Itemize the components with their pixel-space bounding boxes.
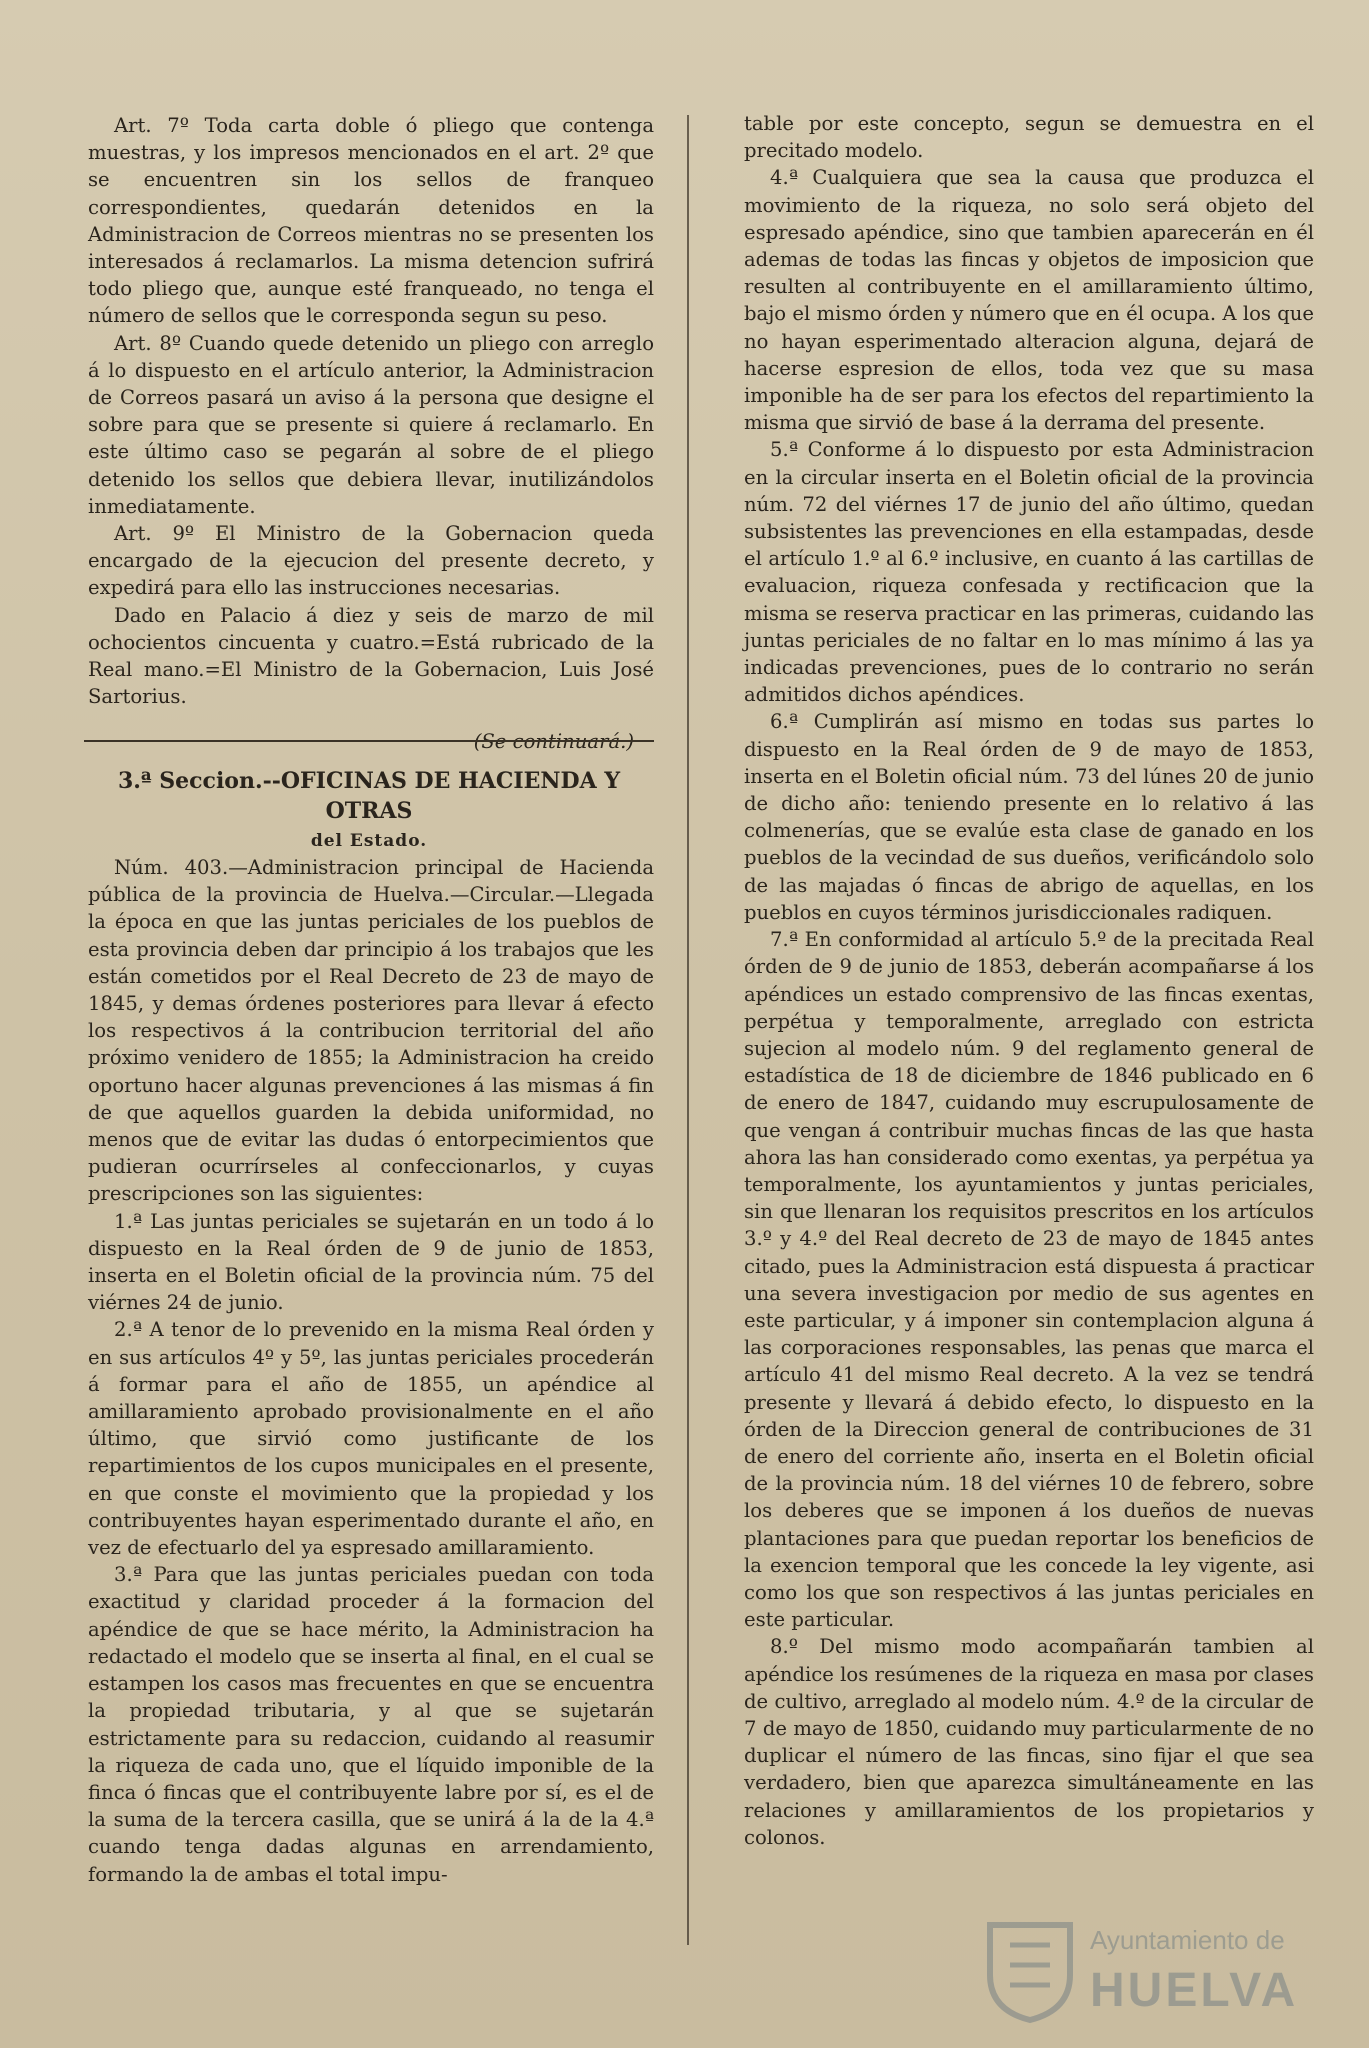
left-column-circular [88, 854, 654, 1888]
prescription-6: 6.ª Cumplirán así mismo en todas sus partes lo dispuesto en la Real órden de 9 de mayo de 1853, inserta en el Boletin oficial núm. 73 del lúnes 20 de junio de dicho año: teniendo presente en lo relativo á las colmenerías, que se evalúe esta clase de ganado en los pueblos de la vecindad de sus dueños, verificándolo solo de las majadas ó fincas de abrigo de aquellas, en los pueblos en cuyos términos jurisdiccionales radiquen. [744, 710, 1314, 924]
prescription-1: 1.ª Las juntas periciales se sujetarán en un todo á lo dispuesto en la Real órden de 9 de junio de 1853, inserta en el Boletin oficial de la provincia núm. 75 del viérnes 24 de junio. [88, 1209, 654, 1315]
ayuntamiento-watermark [980, 1915, 1310, 2025]
column-divider [687, 115, 689, 1945]
article-9: Art. 9º El Ministro de la Gobernacion queda encargado de la ejecucion del presente decreto, y expedirá para ello las instrucciones necesarias. [88, 522, 654, 600]
right-column [744, 110, 1314, 1851]
prescription-5: 5.ª Conforme á lo dispuesto por esta Administracion en la circular inserta en el Boletin oficial de la provincia núm. 72 del viérnes 17 de junio del año último, quedan subsistentes las prevenciones en ella estampadas, desde el artículo 1.º al 6.º inclusive, en cuanto á las cartillas de evaluacion, riqueza confesada y rectificacion que la misma se reserva practicar en las primeras, cuidando las juntas periciales de no faltar en lo mas mínimo á las ya indicadas prevenciones, pues de lo contrario no serán admitidos dichos apéndices. [744, 438, 1314, 707]
prescription-3: 3.ª Para que las juntas periciales puedan con toda exactitud y claridad proceder á la formacion del apéndice de que se hace mérito, la Administracion ha redactado el modelo que se inserta al final, en el cual se estampen los casos mas frecuentes en que se encuentra la propiedad tributaria, y al que se sujetarán estrictamente para su redaccion, cuidando al reasumir la riqueza de cada uno, que el líquido imponible de la finca ó fincas que el contribuyente labre por sí, es el de la suma de la tercera casilla, que se unirá á la de la 4.ª cuando tenga dadas algunas en arrendamiento, formando la de ambas el total impu- [88, 1563, 654, 1886]
prescription-8: 8.º Del mismo modo acompañarán tambien al apéndice los resúmenes de la riqueza en masa por clases de cultivo, arreglado al modelo núm. 4.º de la circular de 7 de mayo de 1850, cuidando muy particularmente de no duplicar el número de las fincas, sino fijar el que sea verdadero, bien que aparezca simultáneamente en las relaciones y amillaramientos de los propietarios y colonos. [744, 1635, 1314, 1849]
section-heading [84, 766, 654, 856]
decree-signature: Dado en Palacio á diez y seis de marzo de mil ochocientos cincuenta y cuatro.=Está rubricado de la Real mano.=El Ministro de la Gobernacion, Luis José Sartorius. [88, 603, 654, 709]
coat-of-arms-icon [980, 1915, 1080, 2025]
left-column [88, 112, 654, 756]
section-subtitle: del Estado. [310, 831, 428, 851]
prescription-3-continued: table por este concepto, segun se demuestra en el precitado modelo. [744, 112, 1314, 163]
watermark-line1: Ayuntamiento de [1090, 1925, 1285, 1955]
watermark-line2: HUELVA [1090, 1964, 1299, 2017]
prescription-7: 7.ª En conformidad al artículo 5.º de la precitada Real órden de 9 de junio de 1853, deberán acompañarse á los apéndices un estado comprensivo de las fincas exentas, perpétua y temporalmente, arreglado con estricta sujecion al modelo núm. 9 del reglamento general de estadística de 18 de diciembre de 1846 publicado en 6 de enero de 1847, cuidando muy escrupulosamente de que vengan á contribuir muchas fincas de las que hasta ahora las han considerado como exentas, ya perpétua ya temporalmente, los ayuntamientos y juntas periciales, sin que llenaran los requisitos prescritos en los artículos 3.º y 4.º del Real decreto de 23 de mayo de 1845 antes citado, pues la Administracion está dispuesta á practicar una severa investigacion por medio de sus agentes en este particular, y á imponer sin contemplacion alguna á las corporaciones responsables, las penas que marca el artículo 41 del mismo Real decreto. A la vez se tendrá presente y llevará á debido efecto, lo dispuesto en la órden de la Direccion general de contribuciones de 31 de enero del corriente año, inserta en el Boletin oficial de la provincia núm. 18 del viérnes 10 de febrero, sobre los deberes que se imponen á los dueños de nuevas plantaciones para que puedan reportar los beneficios de la exencion temporal que les concede la ley vigente, asi como los que son respectivos á las juntas periciales en este particular. [744, 928, 1314, 1632]
article-7: Art. 7º Toda carta doble ó pliego que contenga muestras, y los impresos mencionados en el art. 2º que se encuentren sin los sellos de franqueo correspondientes, quedarán detenidos en la Administracion de Correos mientras no se presenten los interesados á reclamarlos. La misma detencion sufrirá todo pliego que, aunque esté franqueado, no tenga el número de sellos que le corresponda segun su peso. [88, 114, 654, 328]
section-title: 3.ª Seccion.--OFICINAS DE HACIENDA Y OTRAS [117, 768, 621, 824]
continuation-note [88, 728, 634, 755]
article-8: Art. 8º Cuando quede detenido un pliego con arreglo á lo dispuesto en el artículo anterior, la Administracion de Correos pasará un aviso á la persona que designe el sobre para que se presente si quiere á reclamarlo. En este último caso se pegarán al sobre de el pliego detenido los sellos que debiera llevar, inutilizándolos inmediatamente. [88, 331, 654, 518]
circular-intro: Núm. 403.—Administracion principal de Hacienda pública de la provincia de Huelva.—Circular.—Llegada la época en que las juntas periciales de los pueblos de esta provincia deben dar principio á los trabajos que les están cometidos por el Real Decreto de 23 de mayo de 1845, y demas órdenes posteriores para llevar á efecto los respectivos á la contribucion territorial del año próximo venidero de 1855; la Administracion ha creido oportuno hacer algunas prevenciones á las mismas á fin de que aquellos guarden la debida uniformidad, no menos que de evitar las dudas ó entorpecimientos que pudieran ocurrírseles al confeccionarlos, y cuyas prescripciones son las siguientes: [88, 856, 654, 1206]
section-divider [84, 740, 654, 742]
prescription-2: 2.ª A tenor de lo prevenido en la misma Real órden y en sus artículos 4º y 5º, las juntas periciales procederán á formar para el año de 1855, un apéndice al amillaramiento aprobado provisionalmente en el año último, que sirvió como justificante de los repartimientos de los cupos municipales en el presente, en que conste el movimiento que la propiedad y los contribuyentes hayan esperimentado durante el año, en vez de efectuarlo del ya espresado amillaramiento. [88, 1318, 654, 1560]
prescription-4: 4.ª Cualquiera que sea la causa que produzca el movimiento de la riqueza, no solo será objeto del espresado apéndice, sino que tambien aparecerán en él ademas de todas las fincas y objetos de imposicion que resulten al contribuyente en el amillaramiento último, bajo el mismo órden y número que en él ocupa. A los que no hayan esperimentado alteracion alguna, dejará de hacerse espresion de ellos, toda vez que su masa imponible ha de ser para los efectos del repartimiento la misma que sirvió de base á la derrama del presente. [744, 166, 1314, 435]
